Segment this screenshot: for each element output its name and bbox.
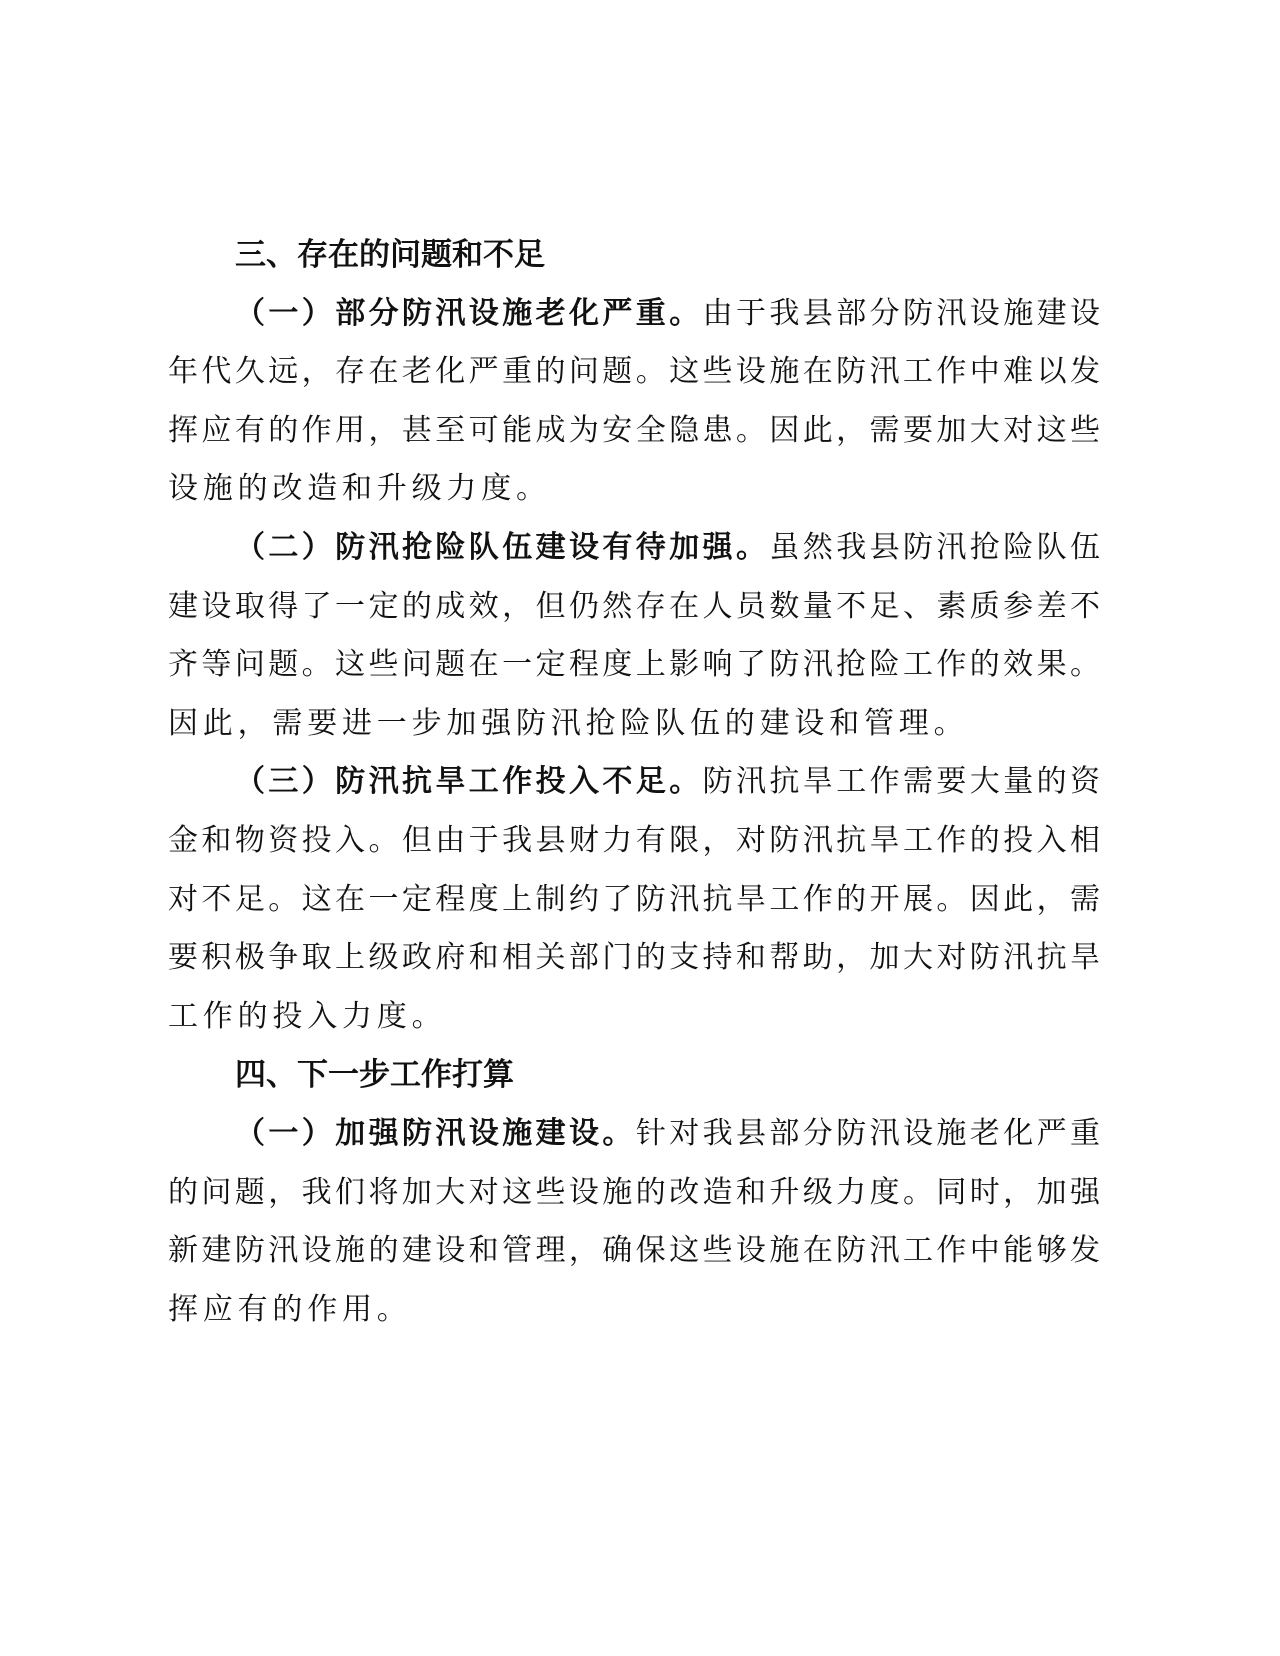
paragraph-line — [168, 812, 1100, 871]
paragraph-text: 因此，需要进一步加强防汛抢险队伍的建设和管理。 — [168, 705, 969, 741]
paragraph-text: 防汛抗旱工作需要大量的资 — [702, 764, 1101, 800]
paragraph-lead: （一）加强防汛设施建设。 — [235, 1115, 636, 1151]
paragraph-text: 虽然我县防汛抢险队伍 — [769, 529, 1101, 565]
section-heading: 四、下一步工作打算 — [235, 1057, 514, 1094]
paragraph-line — [168, 753, 1100, 812]
paragraph-text: 年代久远，存在老化严重的问题。这些设施在防汛工作中难以发 — [168, 354, 1100, 390]
paragraph-line — [168, 1222, 1100, 1281]
paragraph-line — [168, 285, 1100, 344]
paragraph-text: 对不足。这在一定程度上制约了防汛抗旱工作的开展。因此，需 — [168, 881, 1100, 917]
paragraph — [168, 753, 1100, 1046]
paragraph-line — [168, 1164, 1100, 1223]
paragraph-text: 的问题，我们将加大对这些设施的改造和升级力度。同时，加强 — [168, 1174, 1100, 1210]
paragraph-text: 针对我县部分防汛设施老化严重 — [635, 1115, 1101, 1151]
paragraph-text: 金和物资投入。但由于我县财力有限，对防汛抗旱工作的投入相 — [168, 822, 1100, 858]
paragraph-line — [168, 402, 1100, 461]
paragraph-lead: （一）部分防汛设施老化严重。 — [235, 295, 703, 331]
paragraph-lead: （二）防汛抢险队伍建设有待加强。 — [235, 529, 770, 565]
paragraph-text: 齐等问题。这些问题在一定程度上影响了防汛抢险工作的效果。 — [168, 647, 1100, 683]
paragraph-line — [168, 636, 1100, 695]
section-heading: 三、存在的问题和不足 — [235, 237, 545, 273]
paragraph-line — [168, 929, 1100, 988]
paragraph — [168, 519, 1100, 753]
paragraph-lead: （三）防汛抗旱工作投入不足。 — [235, 764, 703, 800]
paragraph-text: 挥应有的作用，甚至可能成为安全隐患。因此，需要加大对这些 — [168, 412, 1100, 448]
paragraph-line — [168, 460, 1100, 519]
paragraph-line — [168, 1105, 1100, 1164]
paragraph-line — [168, 988, 1100, 1047]
paragraph-text: 新建防汛设施的建设和管理，确保这些设施在防汛工作中能够发 — [168, 1233, 1100, 1269]
paragraph-line — [168, 578, 1100, 637]
paragraph-text: 挥应有的作用。 — [168, 1291, 412, 1327]
paragraph-text: 设施的改造和升级力度。 — [168, 471, 551, 507]
paragraph-text: 建设取得了一定的成效，但仍然存在人员数量不足、素质参差不 — [168, 588, 1100, 624]
document-body — [168, 226, 1100, 1339]
paragraph — [168, 285, 1100, 519]
paragraph-line — [168, 871, 1100, 930]
paragraph-line — [168, 695, 1100, 754]
paragraph-line — [168, 519, 1100, 578]
paragraph-text: 要积极争取上级政府和相关部门的支持和帮助，加大对防汛抗旱 — [168, 940, 1100, 976]
paragraph-text: 由于我县部分防汛设施建设 — [702, 295, 1101, 331]
paragraph — [168, 1105, 1100, 1339]
paragraph-line — [168, 343, 1100, 402]
paragraph-line — [168, 1281, 1100, 1340]
paragraph-text: 工作的投入力度。 — [168, 998, 447, 1034]
